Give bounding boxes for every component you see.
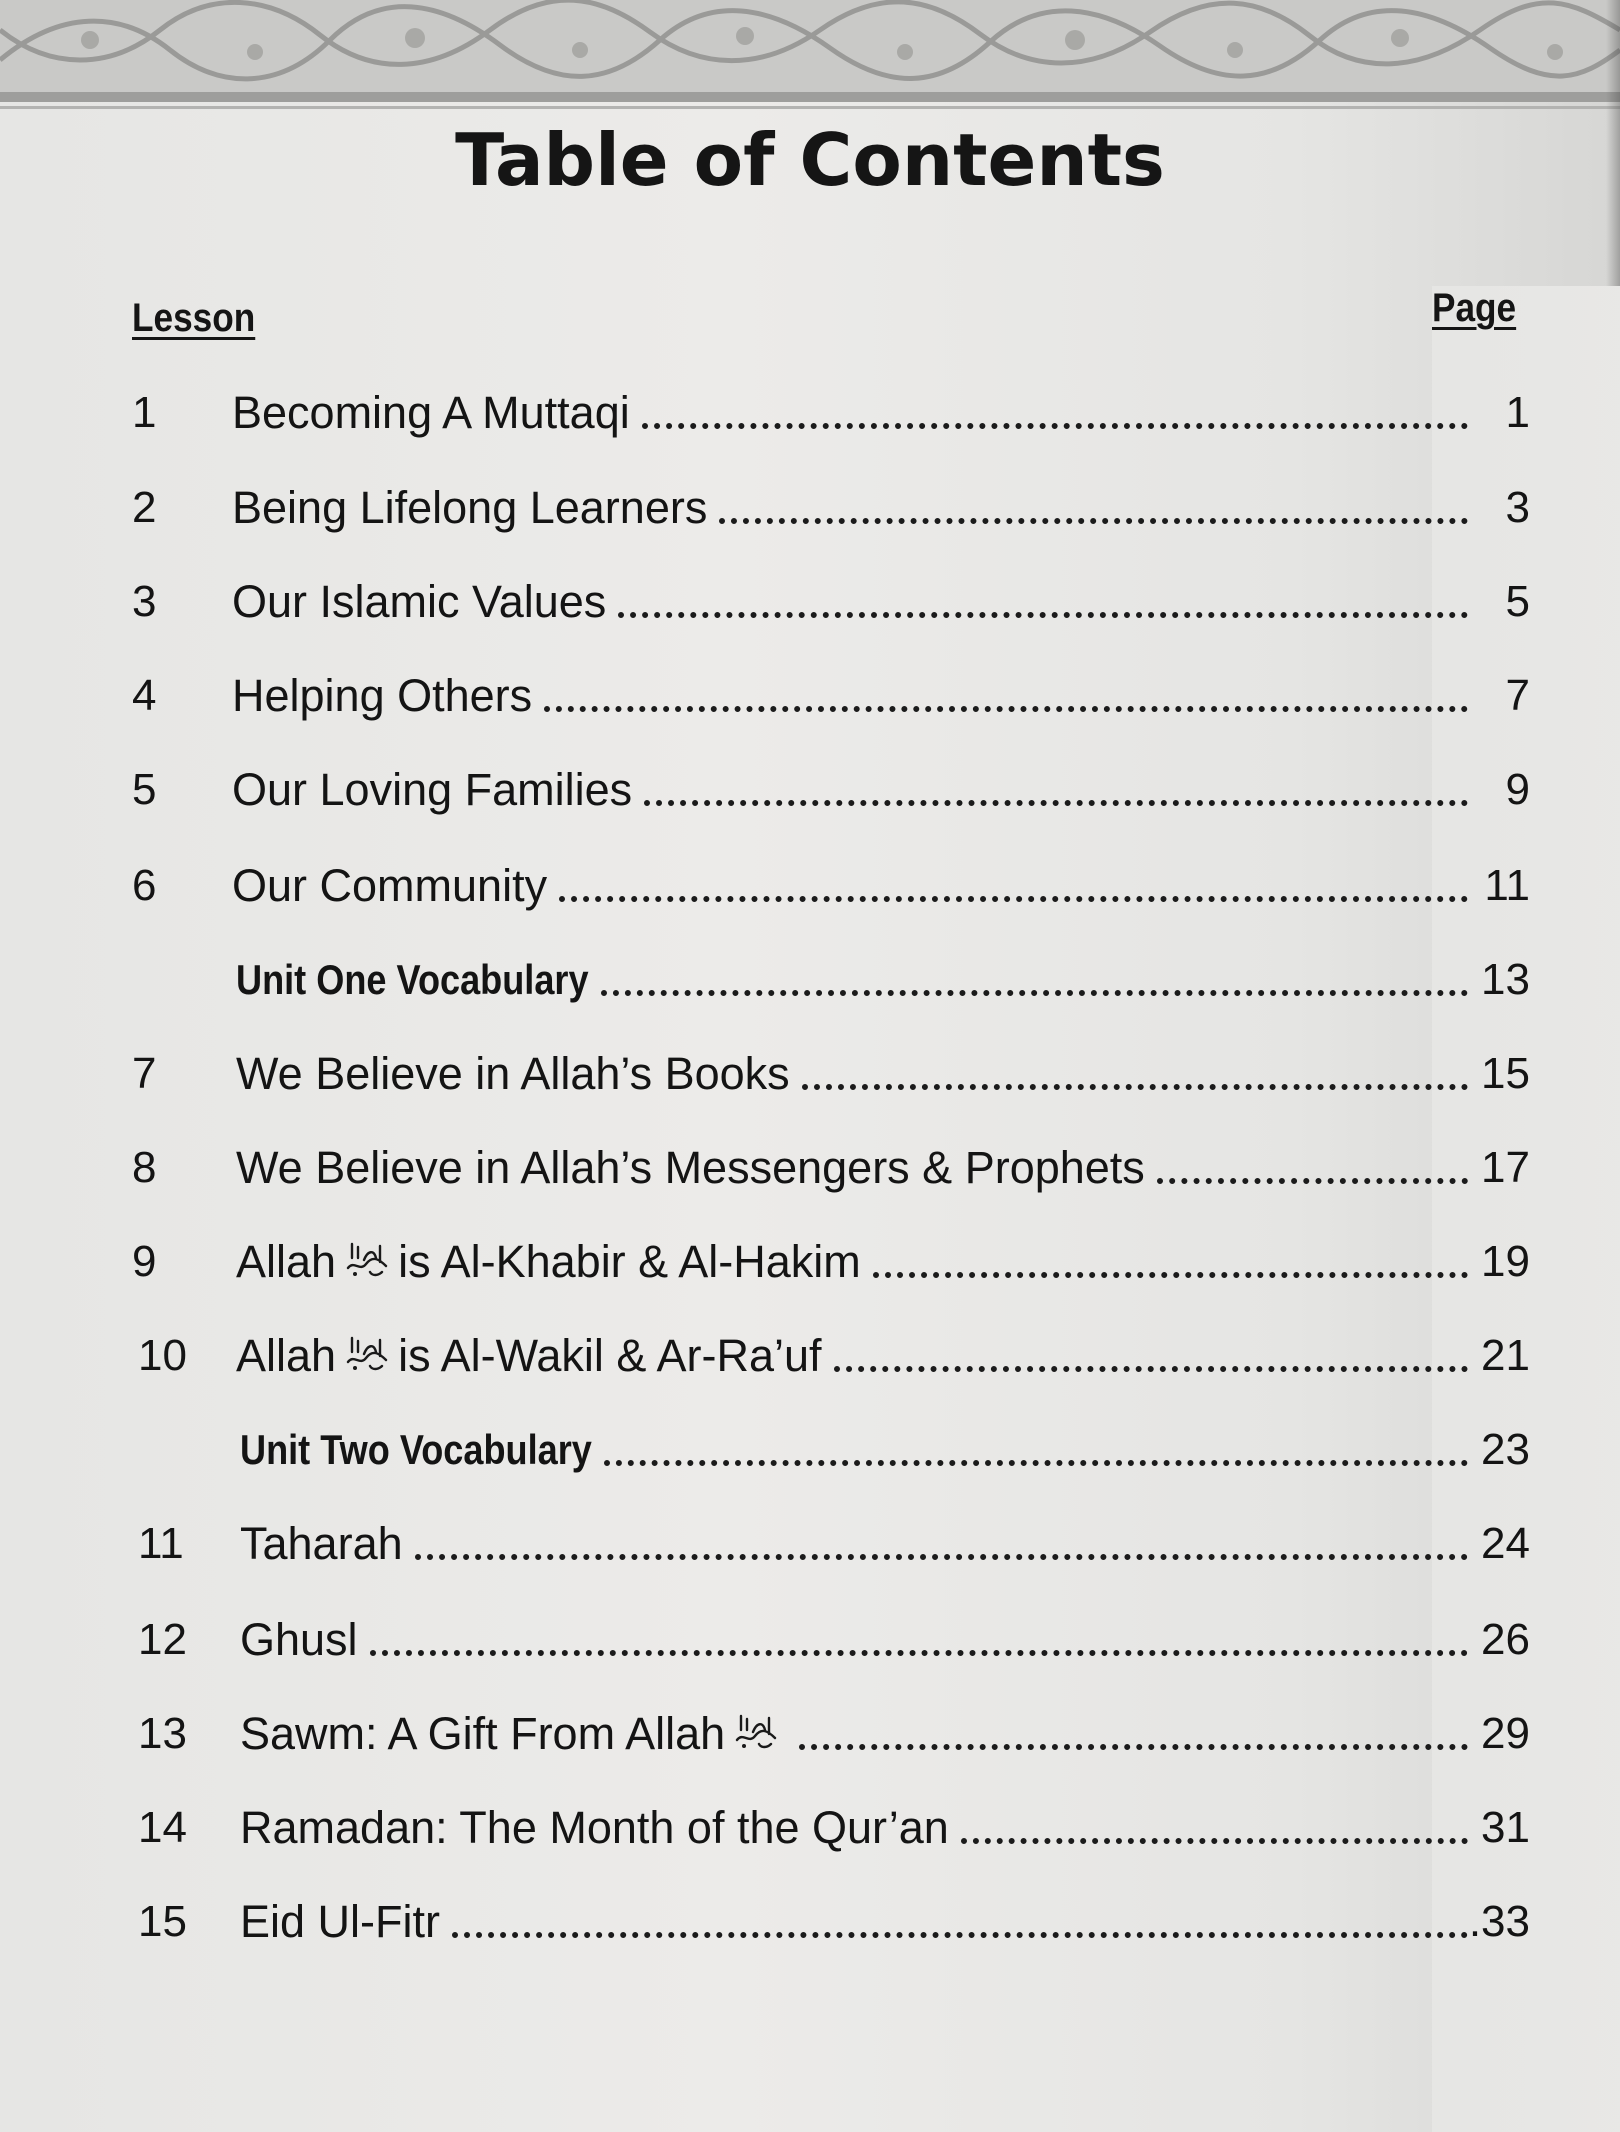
lesson-title-text: is Al-Khabir & Al-Hakim [398,1236,861,1287]
lesson-title: Our Community [232,860,548,911]
lesson-number: 13 [138,1709,187,1758]
decorative-border-ornament [0,0,1620,92]
toc-lesson-row [0,478,1620,538]
toc-unit-row [0,1420,1620,1480]
lesson-number: 11 [138,1519,184,1568]
dot-leader [559,856,1468,916]
page-title: Table of Contents [455,118,1165,202]
lesson-title [236,1232,861,1295]
page-number: 23 [1481,1425,1530,1474]
page-column-header: Page [1432,286,1620,2132]
top-rule-thin [0,106,1620,109]
dot-leader [642,383,1468,443]
page-number: 3 [1505,483,1530,532]
lesson-title [240,1704,787,1767]
page-number: 17 [1481,1143,1530,1192]
lesson-number: 9 [132,1237,157,1286]
dot-leader [719,478,1468,538]
page-number: 11 [1484,861,1530,910]
page-number: 15 [1481,1049,1530,1098]
lesson-title: Eid Ul-Fitr [240,1896,440,1947]
toc-lesson-row [0,666,1620,726]
unit-vocabulary-title: Unit Two Vocabulary [240,1426,592,1473]
toc-lesson-row [0,1892,1620,1952]
toc-lesson-row [0,383,1620,443]
dot-leader [802,1044,1468,1104]
dot-leader [452,1892,1468,1952]
dot-leader [601,950,1468,1010]
page-number: 13 [1481,955,1530,1004]
lesson-number: 12 [138,1615,187,1664]
page-number: 7 [1505,671,1530,720]
lesson-number: 2 [132,483,157,532]
lesson-title: Taharah [240,1518,403,1569]
page-number: 5 [1505,577,1530,626]
lesson-number: 1 [132,388,157,437]
toc-lesson-row [0,1798,1620,1858]
toc-lesson-row [0,1610,1620,1670]
lesson-title: We Believe in Allah’s Books [236,1048,790,1099]
dot-leader [1157,1138,1468,1198]
dot-leader [370,1610,1468,1670]
lesson-title: Our Islamic Values [232,576,607,627]
lesson-number: 5 [132,765,157,814]
toc-lesson-row [0,1326,1620,1386]
honorific-calligraphy-icon [344,1235,390,1295]
page-number: 21 [1481,1331,1530,1380]
lesson-title: Helping Others [232,670,533,721]
lesson-number: 15 [138,1897,187,1946]
dot-leader [618,572,1468,632]
lesson-title-text: Sawm: A Gift From Allah [240,1708,726,1759]
page-number: 26 [1481,1615,1530,1664]
lesson-title: Being Lifelong Learners [232,482,708,533]
lesson-title-text: Allah [236,1330,337,1381]
dot-leader [799,1704,1468,1764]
lesson-title: Ramadan: The Month of the Qur’an [240,1802,949,1853]
page-number: 9 [1505,765,1530,814]
toc-lesson-row [0,1044,1620,1104]
toc-unit-row [0,950,1620,1010]
toc-lesson-row [0,572,1620,632]
lesson-title-text: Allah [236,1236,337,1287]
top-rule [0,92,1620,102]
dot-leader [873,1232,1468,1292]
dot-leader [834,1326,1469,1386]
dot-leader [961,1798,1468,1858]
lesson-number: 3 [132,577,157,626]
toc-lesson-row [0,1138,1620,1198]
lesson-title: We Believe in Allah’s Messengers & Prophets [236,1142,1145,1193]
lesson-title-text: is Al-Wakil & Ar-Ra’uf [398,1330,822,1381]
lesson-title [236,1326,822,1389]
unit-vocabulary-title: Unit One Vocabulary [236,956,589,1003]
dot-leader [604,1420,1468,1480]
page-number: .33 [1468,1897,1530,1946]
page-number: 19 [1481,1237,1530,1286]
lesson-number: 8 [132,1143,157,1192]
lesson-number: 4 [132,671,157,720]
lesson-number: 7 [132,1049,157,1098]
dot-leader [544,666,1468,726]
dot-leader [644,760,1468,820]
toc-lesson-row [0,856,1620,916]
lesson-title: Ghusl [240,1614,358,1665]
lesson-column-header: Lesson [132,296,256,340]
honorific-calligraphy-icon [733,1707,779,1767]
toc-lesson-row [0,1704,1620,1764]
page-number: 29 [1481,1709,1530,1758]
lesson-number: 10 [138,1331,187,1380]
page-number: 24 [1481,1519,1530,1568]
toc-lesson-row [0,1232,1620,1292]
dot-leader [415,1514,1468,1574]
lesson-number: 14 [138,1803,187,1852]
honorific-calligraphy-icon [344,1329,390,1389]
lesson-title: Becoming A Muttaqi [232,387,630,438]
page-number: 31 [1481,1803,1530,1852]
lesson-title: Our Loving Families [232,764,633,815]
toc-lesson-row [0,1514,1620,1574]
lesson-number: 6 [132,861,157,910]
page-number: 1 [1505,388,1530,437]
toc-lesson-row [0,760,1620,820]
